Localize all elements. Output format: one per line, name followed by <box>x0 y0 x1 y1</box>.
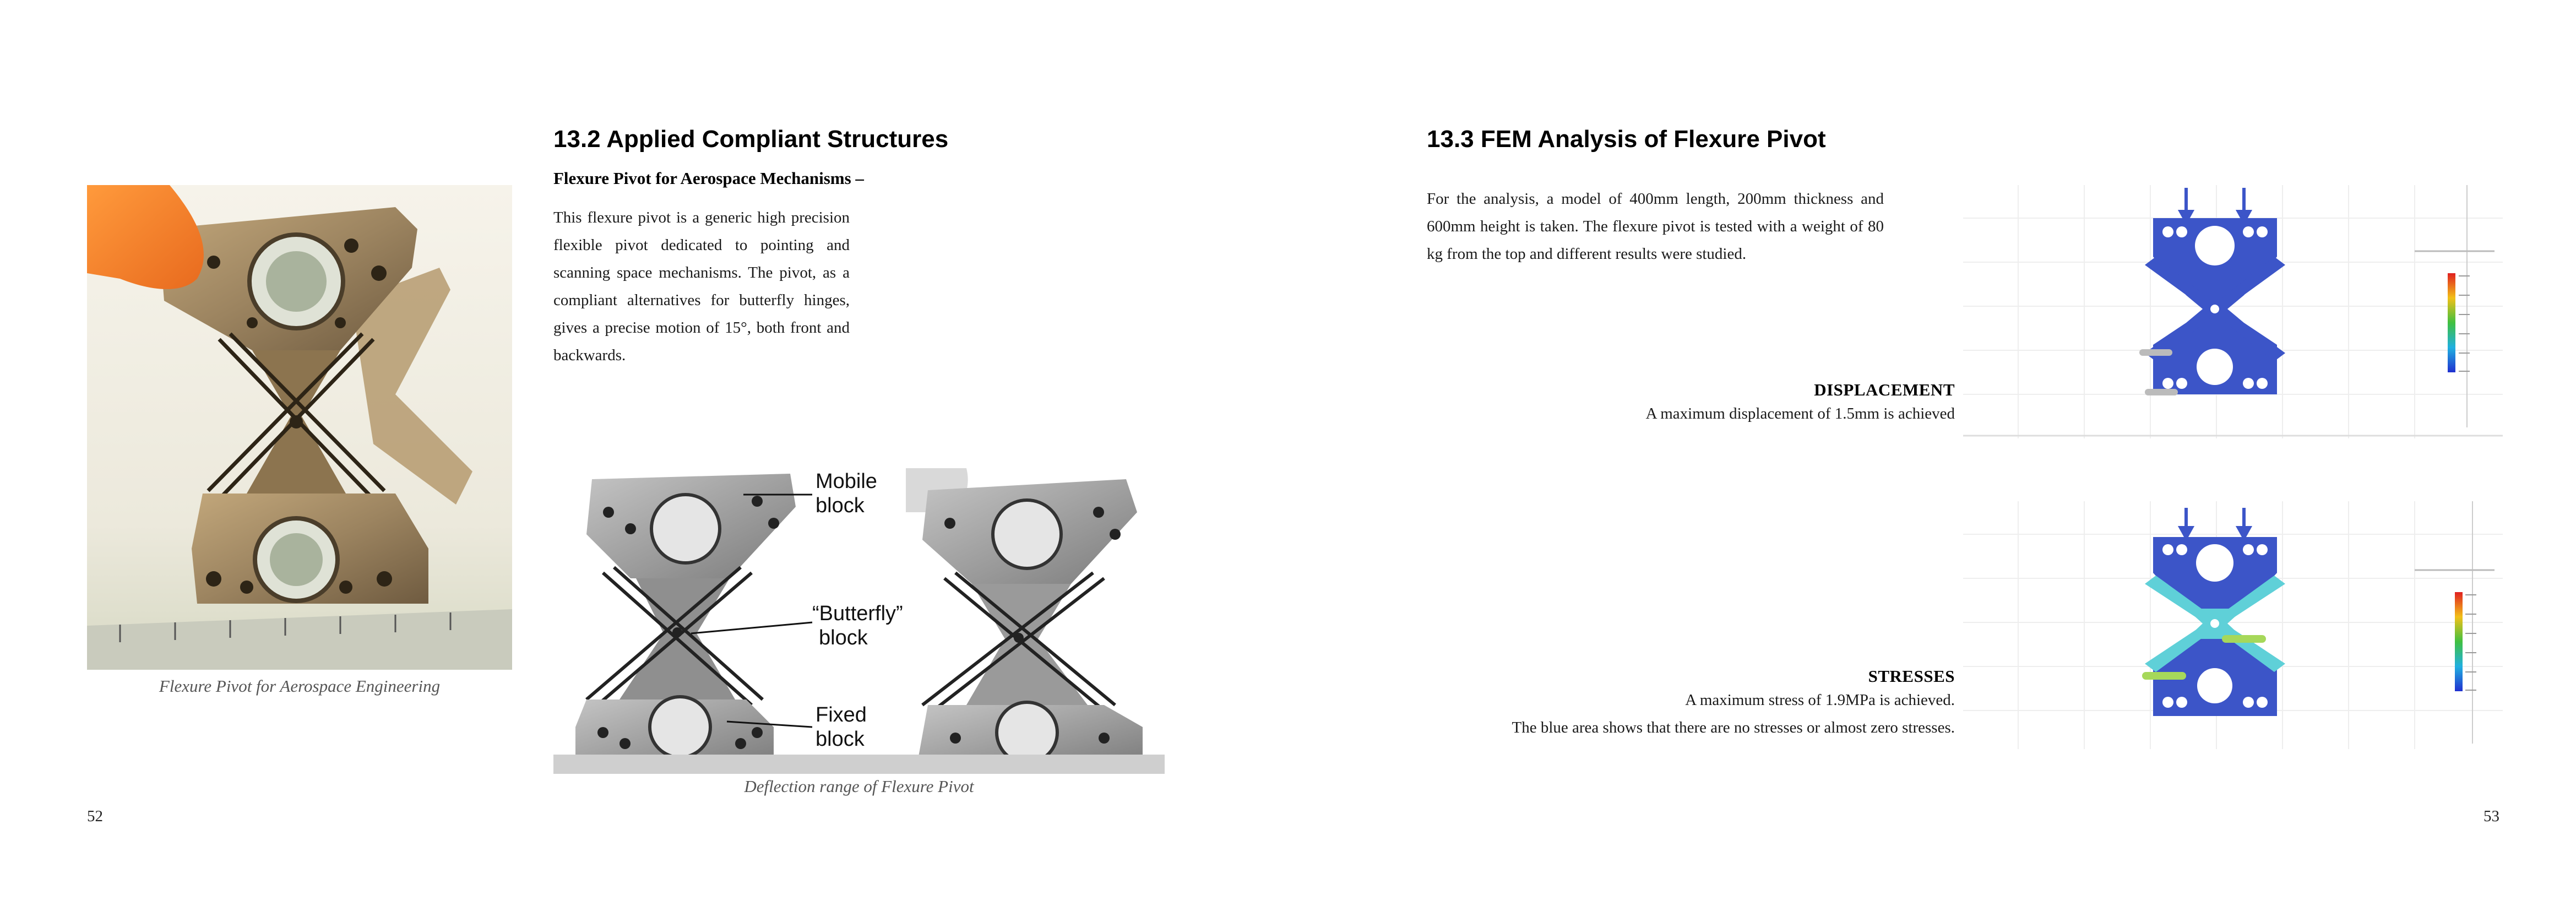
fem-displacement-image <box>1963 185 2503 438</box>
fem-stresses-image <box>1963 501 2503 749</box>
section-title-13-3: 13.3 FEM Analysis of Flexure Pivot <box>1427 126 1826 153</box>
photo-caption: Flexure Pivot for Aerospace Engineering <box>159 676 441 696</box>
stresses-text-2: The blue area shows that there are no stresses or almost zero stresses. <box>1512 719 1955 736</box>
description-paragraph: This flexure pivot is a generic high precision flexible pivot dedicated to pointing and scanning space mechanisms. The pivot, as a compliant alternatives for butterfly hinges, gives a precise motion of 15°, both front and backwards. <box>553 209 850 364</box>
deflection-diagram <box>553 468 1165 774</box>
displacement-label-block <box>1646 380 1955 427</box>
page-number-right: 53 <box>2483 807 2499 825</box>
stresses-title: STRESSES <box>1868 666 1955 686</box>
section-title-13-2: 13.2 Applied Compliant Structures <box>553 126 949 153</box>
flexure-pivot-photo <box>87 185 512 670</box>
label-fixed: Fixed <box>816 703 867 726</box>
displacement-text: A maximum displacement of 1.5mm is achieved <box>1645 405 1955 422</box>
diagram-caption: Deflection range of Flexure Pivot <box>744 777 974 796</box>
subtitle: Flexure Pivot for Aerospace Mechanisms – <box>553 169 864 188</box>
displacement-title: DISPLACEMENT <box>1814 380 1955 399</box>
stresses-label-block <box>1512 666 1955 741</box>
page-number-left: 52 <box>87 807 103 825</box>
label-mobile-block: block <box>816 494 865 517</box>
label-butterfly: “Butterfly” <box>812 602 903 625</box>
analysis-paragraph: For the analysis, a model of 400mm length, 200mm thickness and 600mm height is taken. The flexure pivot is tested with a weight of 80 kg from the top and different results were studied. <box>1427 190 1884 263</box>
label-butterfly-block: block <box>819 626 868 649</box>
label-fixed-block: block <box>816 728 865 751</box>
label-mobile: Mobile <box>816 470 877 493</box>
stresses-text-1: A maximum stress of 1.9MPa is achieved. <box>1685 691 1955 709</box>
